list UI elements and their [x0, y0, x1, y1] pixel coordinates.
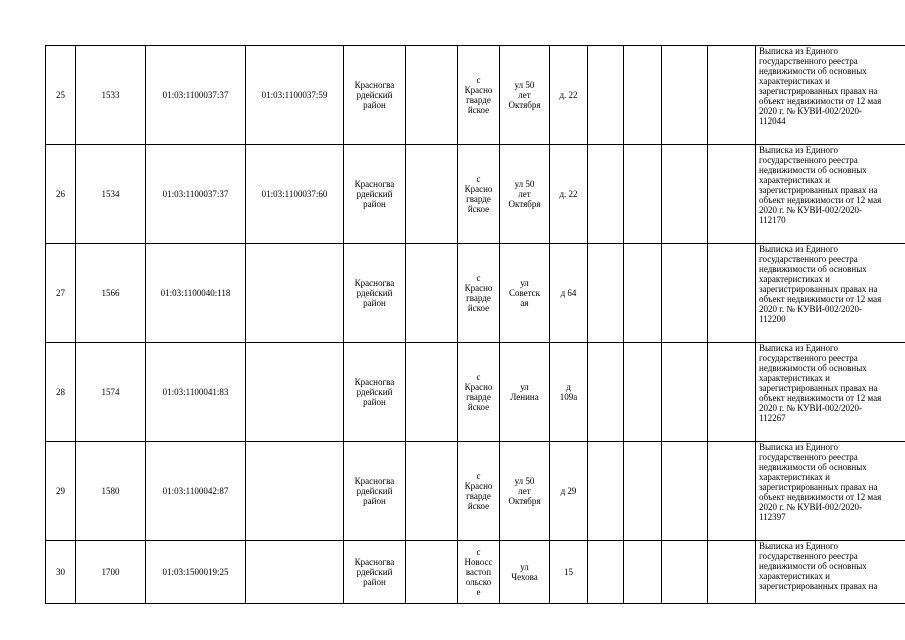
empty-cell: [708, 46, 756, 145]
empty-cell: [406, 541, 458, 604]
empty-cell: [662, 145, 708, 244]
row-number-cell: 28: [46, 343, 76, 442]
empty-cell: [624, 244, 662, 343]
cadastral-number-cell: 01:03:1100037:37: [146, 46, 246, 145]
locality-cell: с Красно гварде йское: [458, 145, 500, 244]
empty-cell: [662, 541, 708, 604]
street-cell: ул 50 лет Октября: [500, 46, 550, 145]
document-reference-cell: Выписка из Единого государственного реестра недвижимости об основных характеристиках и зарегистрированных правах на: [756, 541, 905, 604]
document-reference-cell: Выписка из Единого государственного реестра недвижимости об основных характеристиках и зарегистрированных правах на объект недвижимости от 12 мая 2020 г. № КУВИ-002/2020- 112170: [756, 145, 905, 244]
empty-cell: [624, 442, 662, 541]
row-number-cell: 25: [46, 46, 76, 145]
locality-cell: с Красно гварде йское: [458, 343, 500, 442]
street-cell: ул Ленина: [500, 343, 550, 442]
property-registry-table: [45, 45, 905, 604]
empty-cell: [662, 442, 708, 541]
object-cadastral-number-cell: [246, 343, 344, 442]
row-number-cell: 27: [46, 244, 76, 343]
empty-cell: [708, 442, 756, 541]
district-cell: Красногва рдейский район: [344, 343, 406, 442]
house-cell: д. 22: [550, 46, 588, 145]
registry-number-cell: 1574: [76, 343, 146, 442]
street-cell: ул 50 лет Октября: [500, 145, 550, 244]
table-row: [46, 145, 905, 244]
district-cell: Красногва рдейский район: [344, 244, 406, 343]
empty-cell: [588, 343, 624, 442]
row-number-cell: 29: [46, 442, 76, 541]
empty-cell: [624, 46, 662, 145]
empty-cell: [708, 244, 756, 343]
empty-cell: [624, 541, 662, 604]
empty-cell: [662, 46, 708, 145]
table-row: [46, 343, 905, 442]
document-reference-cell: Выписка из Единого государственного реестра недвижимости об основных характеристиках и зарегистрированных правах на объект недвижимости от 12 мая 2020 г. № КУВИ-002/2020- 112044: [756, 46, 905, 145]
empty-cell: [708, 343, 756, 442]
street-cell: ул Чехова: [500, 541, 550, 604]
house-cell: д 109а: [550, 343, 588, 442]
object-cadastral-number-cell: [246, 244, 344, 343]
house-cell: д. 22: [550, 145, 588, 244]
empty-cell: [406, 343, 458, 442]
empty-cell: [588, 244, 624, 343]
table-row: [46, 442, 905, 541]
registry-number-cell: 1533: [76, 46, 146, 145]
empty-cell: [708, 145, 756, 244]
empty-cell: [624, 145, 662, 244]
district-cell: Красногва рдейский район: [344, 541, 406, 604]
row-number-cell: 26: [46, 145, 76, 244]
empty-cell: [406, 244, 458, 343]
cadastral-number-cell: 01:03:1100037:37: [146, 145, 246, 244]
house-cell: д 29: [550, 442, 588, 541]
empty-cell: [624, 343, 662, 442]
empty-cell: [406, 145, 458, 244]
locality-cell: с Новосс вастоп ольско е: [458, 541, 500, 604]
cadastral-number-cell: 01:03:1100040:118: [146, 244, 246, 343]
locality-cell: с Красно гварде йское: [458, 442, 500, 541]
document-reference-cell: Выписка из Единого государственного реестра недвижимости об основных характеристиках и зарегистрированных правах на объект недвижимости от 12 мая 2020 г. № КУВИ-002/2020- 112397: [756, 442, 905, 541]
empty-cell: [588, 442, 624, 541]
registry-number-cell: 1566: [76, 244, 146, 343]
cadastral-number-cell: 01:03:1500019:25: [146, 541, 246, 604]
object-cadastral-number-cell: 01:03:1100037:60: [246, 145, 344, 244]
locality-cell: с Красно гварде йское: [458, 244, 500, 343]
table-row: [46, 541, 905, 604]
table-body: [46, 46, 905, 604]
cadastral-number-cell: 01:03:1100042:87: [146, 442, 246, 541]
empty-cell: [588, 46, 624, 145]
table-row: [46, 46, 905, 145]
street-cell: ул Советск ая: [500, 244, 550, 343]
registry-number-cell: 1534: [76, 145, 146, 244]
district-cell: Красногва рдейский район: [344, 442, 406, 541]
street-cell: ул 50 лет Октября: [500, 442, 550, 541]
registry-number-cell: 1580: [76, 442, 146, 541]
object-cadastral-number-cell: 01:03:1100037:59: [246, 46, 344, 145]
empty-cell: [406, 46, 458, 145]
empty-cell: [588, 145, 624, 244]
district-cell: Красногва рдейский район: [344, 46, 406, 145]
registry-number-cell: 1700: [76, 541, 146, 604]
house-cell: 15: [550, 541, 588, 604]
empty-cell: [662, 244, 708, 343]
object-cadastral-number-cell: [246, 541, 344, 604]
document-reference-cell: Выписка из Единого государственного реестра недвижимости об основных характеристиках и зарегистрированных правах на объект недвижимости от 12 мая 2020 г. № КУВИ-002/2020- 112267: [756, 343, 905, 442]
empty-cell: [588, 541, 624, 604]
empty-cell: [406, 442, 458, 541]
locality-cell: с Красно гварде йское: [458, 46, 500, 145]
district-cell: Красногва рдейский район: [344, 145, 406, 244]
cadastral-number-cell: 01:03:1100041:83: [146, 343, 246, 442]
empty-cell: [708, 541, 756, 604]
document-reference-cell: Выписка из Единого государственного реестра недвижимости об основных характеристиках и зарегистрированных правах на объект недвижимости от 12 мая 2020 г. № КУВИ-002/2020- 112200: [756, 244, 905, 343]
empty-cell: [662, 343, 708, 442]
object-cadastral-number-cell: [246, 442, 344, 541]
house-cell: д 64: [550, 244, 588, 343]
table-row: [46, 244, 905, 343]
row-number-cell: 30: [46, 541, 76, 604]
